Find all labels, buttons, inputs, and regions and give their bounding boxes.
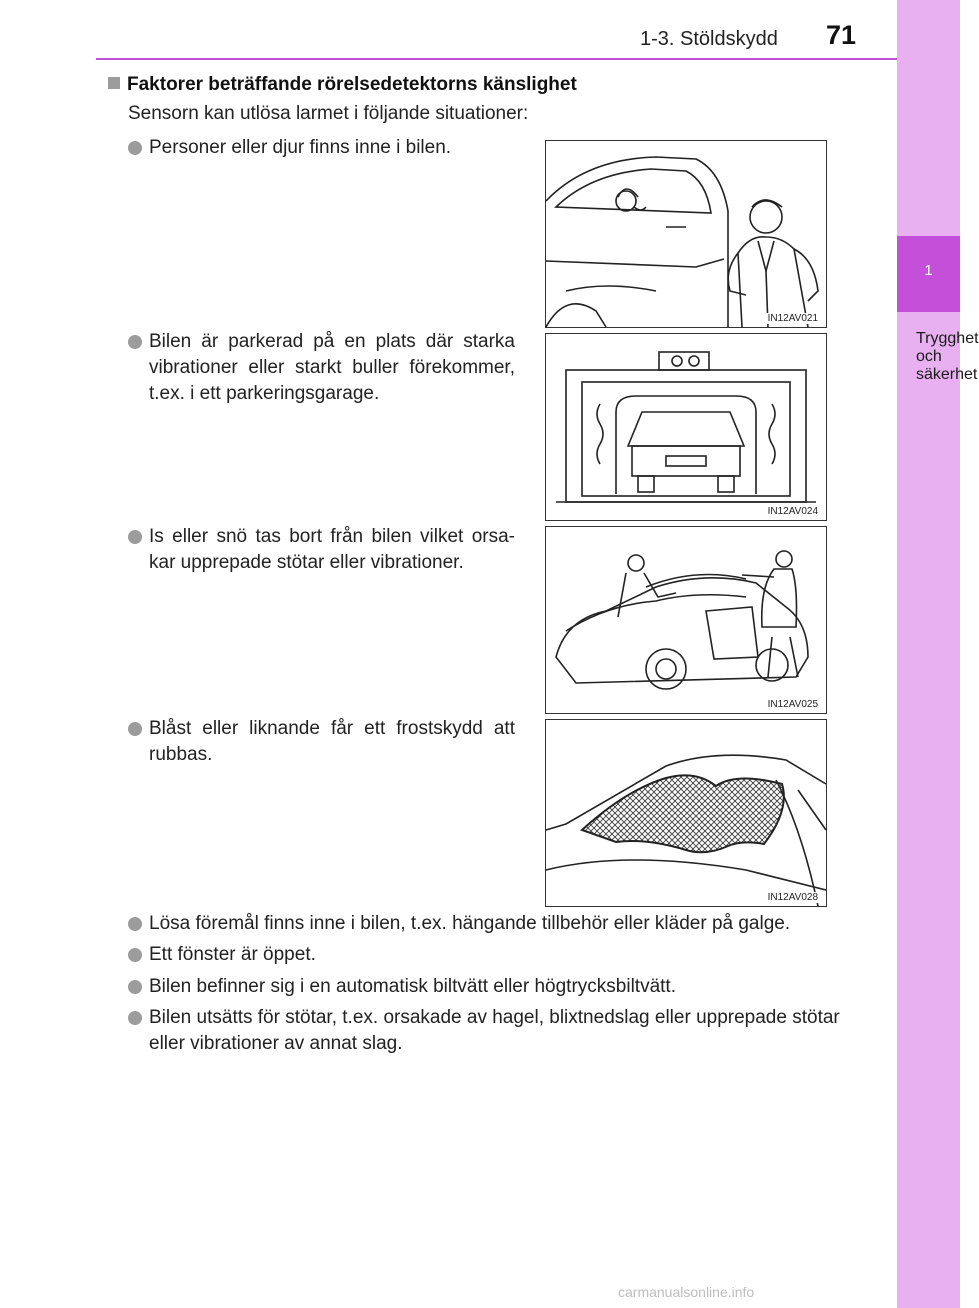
snow-removal-illustration [546, 527, 826, 713]
list-item: Bilen befinner sig i en automatisk biltvätt eller högtrycksbiltvätt. [128, 974, 859, 1000]
section-heading [108, 74, 577, 96]
intro-text: Sensorn kan utlösa larmet i följande situationer: [128, 103, 529, 124]
list-item: Personer eller djur finns inne i bilen. [128, 135, 515, 161]
bullet-icon [128, 980, 142, 994]
figure-code: IN12AV021 [767, 313, 818, 324]
bullet-icon [128, 948, 142, 962]
list-item: Blåst eller liknande får ett frostskydd att rubbas. [128, 716, 515, 768]
header-rule [96, 58, 897, 60]
list-item: Bilen utsätts för stötar, t.ex. orsakade av hagel, blixtnedslag eller upprepade stötar eller vibrationer av annat slag. [128, 1005, 859, 1057]
bullet-icon [128, 141, 142, 155]
figure-garage [545, 333, 827, 521]
figure-code: IN12AV024 [767, 506, 818, 517]
list-item: Ett fönster är öppet. [128, 942, 859, 968]
chapter-tab [897, 0, 960, 1308]
figure-dog-in-car [545, 140, 827, 328]
chapter-number: 1 [924, 262, 933, 279]
car-dog-illustration [546, 141, 826, 327]
bullet-icon [128, 722, 142, 736]
footer-watermark: carmanualsonline.info [618, 1284, 755, 1300]
figure-snow-removal [545, 526, 827, 714]
section-title: 1-3. Stöldskydd [640, 28, 778, 50]
bullet-icon [128, 917, 142, 931]
figure-frost-cover [545, 719, 827, 907]
heading-text: Faktorer beträffande rörelsedetektorns känslighet [127, 74, 577, 95]
bullet-icon [128, 530, 142, 544]
figure-code: IN12AV028 [767, 892, 818, 903]
garage-illustration [546, 334, 826, 520]
frost-cover-illustration [546, 720, 826, 906]
square-bullet-icon [108, 77, 120, 89]
list-item: Lösa föremål finns inne i bilen, t.ex. hängande tillbehör eller kläder på galge. [128, 911, 859, 937]
list-item: Bilen är parkerad på en plats där starka vibrationer eller starkt buller förekommer, t.ex. i ett parkeringsgarage. [128, 329, 515, 407]
bullet-icon [128, 1011, 142, 1025]
chapter-title: Trygghet och säkerhet [916, 330, 979, 383]
list-item: Is eller snö tas bort från bilen vilket orsa-kar upprepade stötar eller vibrationer. [128, 524, 515, 576]
page-number: 71 [826, 20, 857, 50]
figure-code: IN12AV025 [767, 699, 818, 710]
bullet-icon [128, 335, 142, 349]
